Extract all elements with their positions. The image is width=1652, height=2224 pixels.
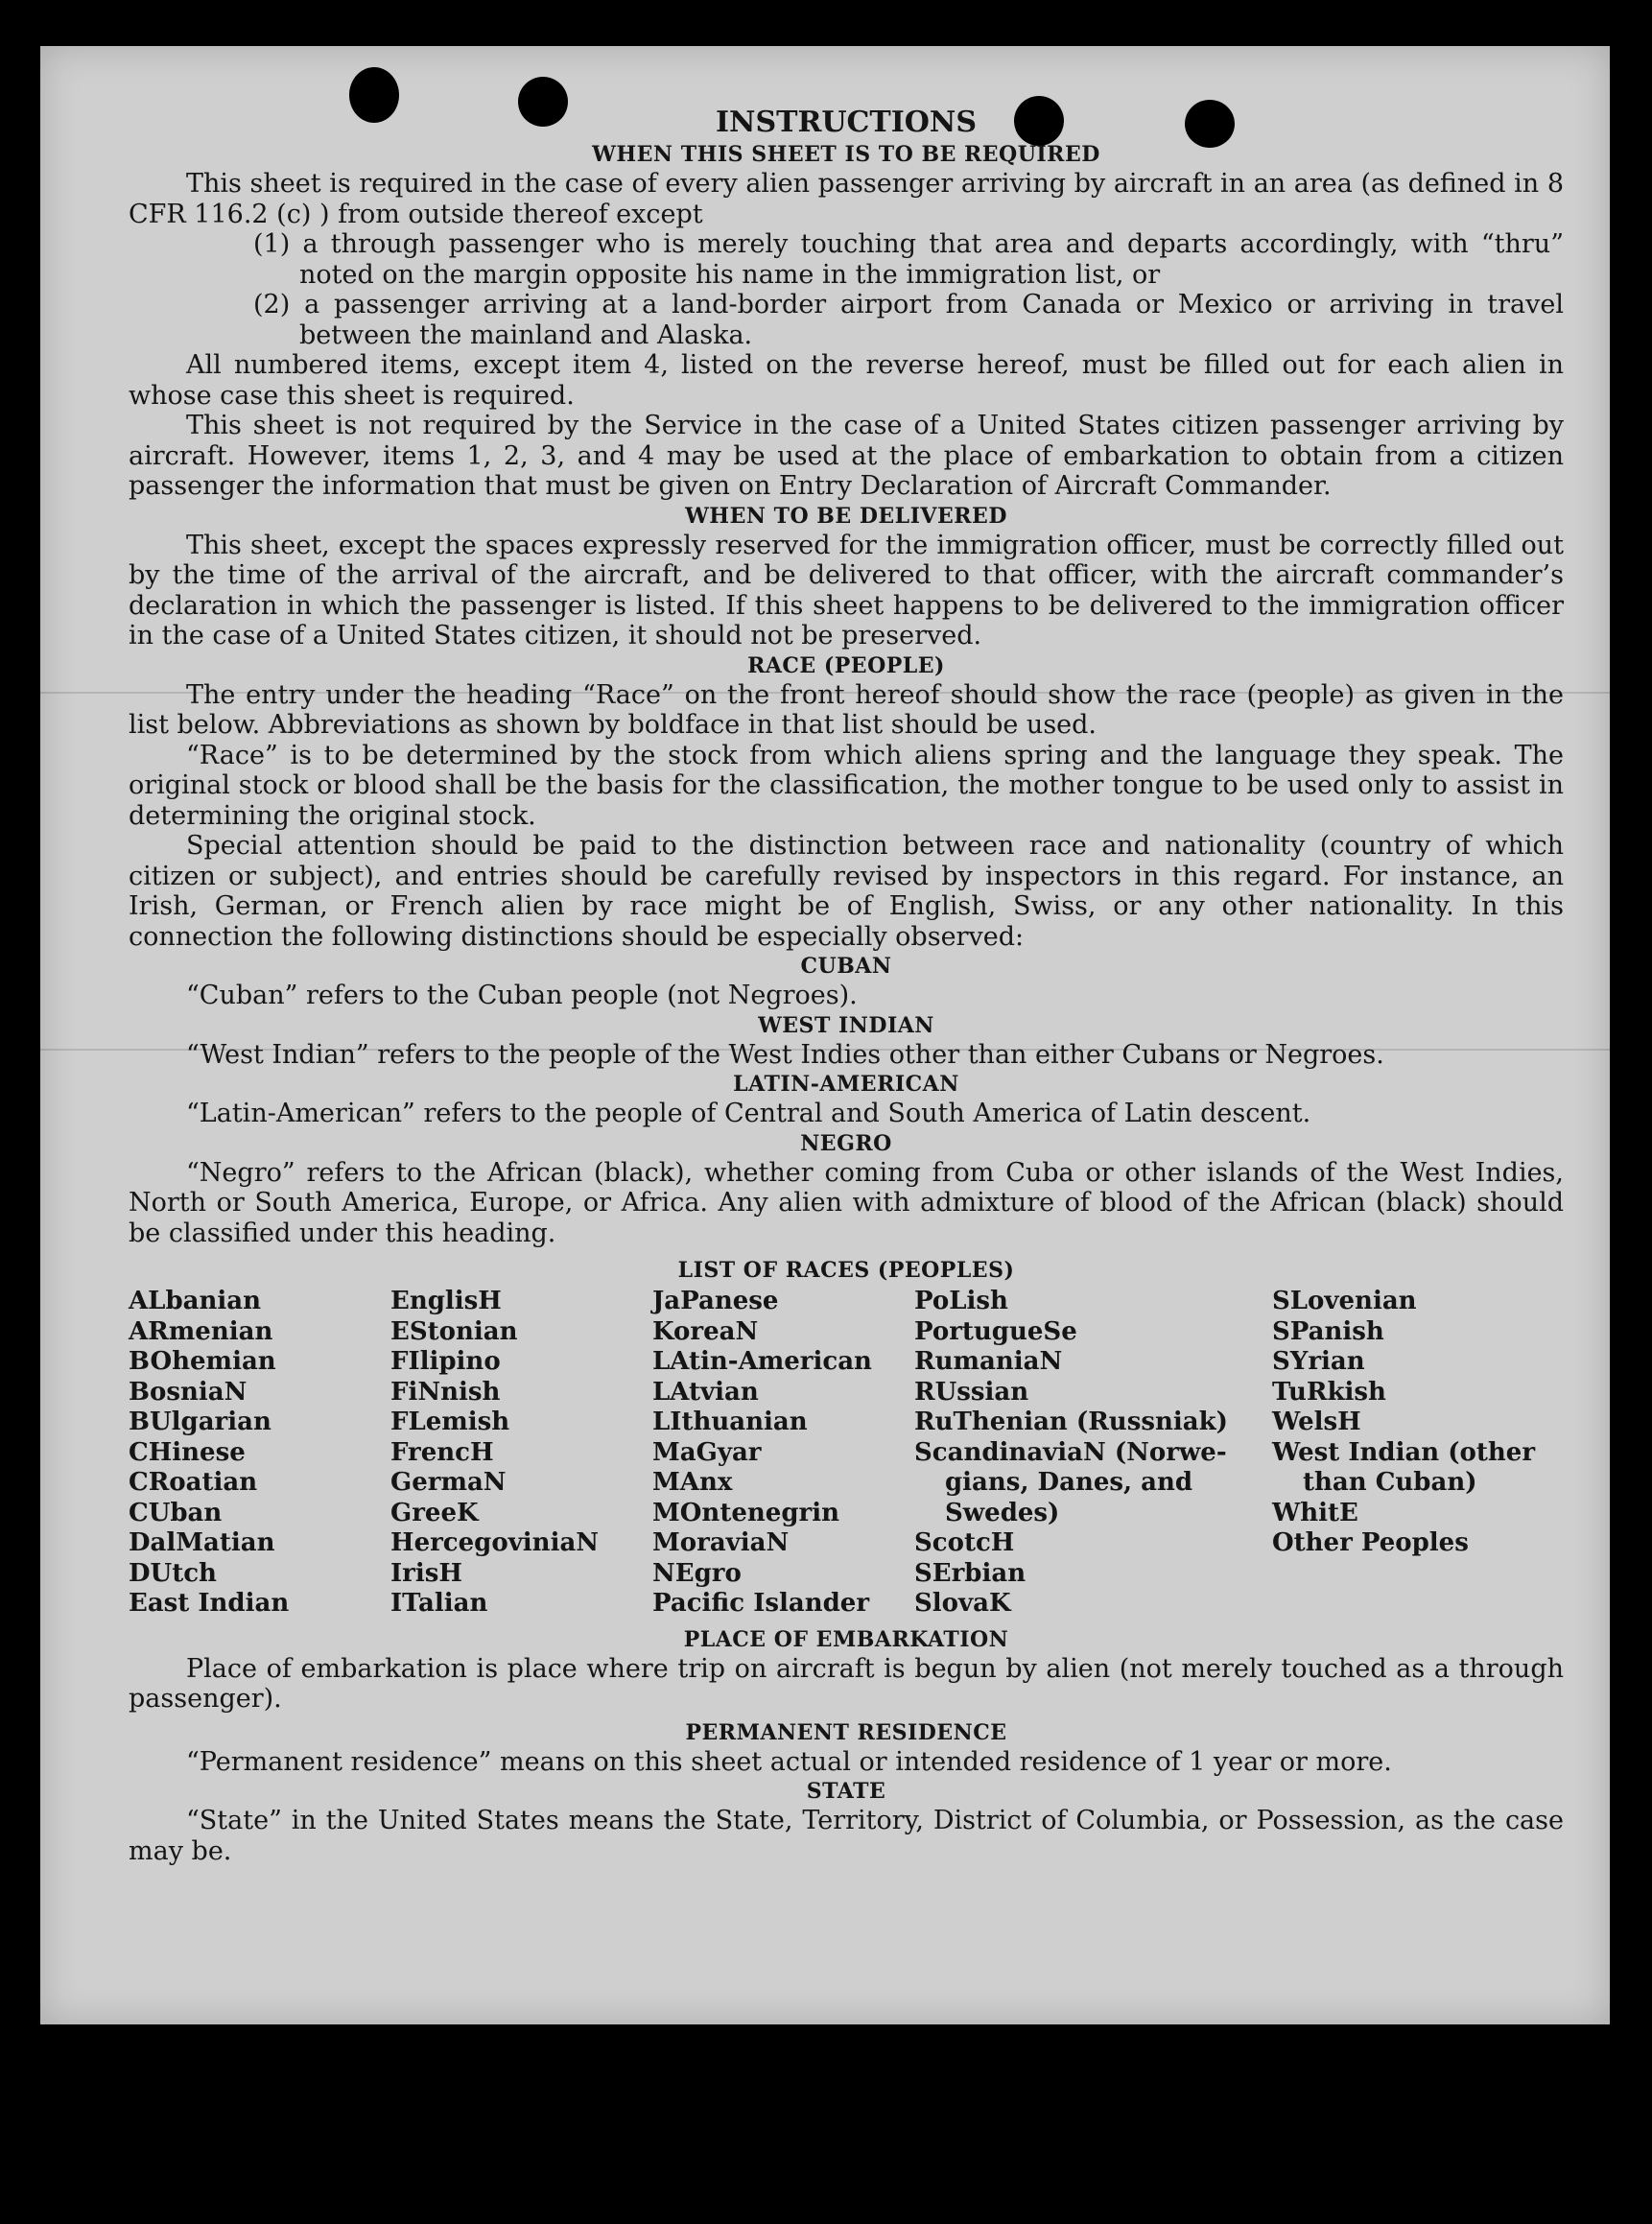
race-item: ARmenian	[129, 1316, 273, 1346]
race-item: ALbanian	[129, 1287, 262, 1315]
race-item: BUlgarian	[129, 1408, 271, 1436]
heading-latin-american: LATIN-AMERICAN	[733, 1072, 959, 1097]
race-item: NEgro	[652, 1558, 742, 1588]
heading-embarkation: PLACE OF EMBARKATION	[683, 1626, 1009, 1652]
heading-negro: NEGRO	[800, 1130, 892, 1156]
paragraph: The entry under the heading “Race” on the front hereof should show the race (people) as given in the list below. Abbreviations as shown by boldface in that list should be used.	[129, 679, 1564, 740]
heading-permanent-residence: PERMANENT RESIDENCE	[685, 1719, 1007, 1745]
race-item: CRoatian	[129, 1468, 258, 1497]
race-item: EStonian	[390, 1316, 518, 1346]
race-item: FrencH	[390, 1437, 494, 1467]
race-item: Other Peoples	[1272, 1528, 1469, 1557]
race-item: SLovenian	[1272, 1287, 1417, 1315]
race-item: LAtvian	[652, 1377, 759, 1407]
heading-west-indian: WEST INDIAN	[758, 1012, 934, 1038]
document-sheet	[40, 46, 1610, 2024]
race-item: than Cuban)	[1303, 1468, 1477, 1497]
race-item: WhitE	[1272, 1498, 1358, 1527]
race-item: FiNnish	[390, 1377, 501, 1407]
race-item: Swedes)	[945, 1498, 1060, 1527]
race-item: SYrian	[1272, 1347, 1365, 1376]
race-item: BosniaN	[129, 1377, 248, 1407]
race-item: JaPanese	[652, 1287, 779, 1315]
race-item: ScotcH	[914, 1528, 1015, 1557]
race-item: RUssian	[914, 1377, 1029, 1407]
races-column	[129, 1287, 390, 1620]
race-item: Pacific Islander	[652, 1589, 870, 1618]
race-item: West Indian (other	[1272, 1437, 1536, 1467]
races-column	[652, 1287, 914, 1620]
paragraph: All numbered items, except item 4, listed on the reverse hereof, must be filled out for each alien in whose case this sheet is required.	[129, 350, 1564, 411]
race-item: DUtch	[129, 1558, 217, 1588]
race-item: gians, Danes, and	[945, 1468, 1193, 1497]
race-item: PoLish	[914, 1287, 1008, 1315]
race-item: MAnx	[652, 1468, 733, 1497]
instructions-content	[129, 106, 1564, 1866]
race-item: SErbian	[914, 1558, 1027, 1588]
race-item: SlovaK	[914, 1589, 1011, 1618]
race-item: ScandinaviaN (Norwe-	[914, 1437, 1227, 1467]
paragraph: “Cuban” refers to the Cuban people (not Negroes).	[186, 981, 858, 1010]
race-item: LIthuanian	[652, 1408, 808, 1436]
races-column	[1272, 1287, 1564, 1620]
race-item: IrisH	[390, 1558, 462, 1588]
paragraph: Special attention should be paid to the distinction between race and nationality (country of which citizen or subject), and entries should be carefully revised by inspectors in this regard. For instance, an Irish, German, or French alien by race might be of English, Swiss, or any other nationality. In this connection the following distinctions should be especially observed:	[129, 831, 1564, 952]
race-item: SPanish	[1272, 1316, 1384, 1346]
heading-race: RACE (PEOPLE)	[747, 652, 945, 678]
race-item: MaGyar	[652, 1437, 762, 1467]
paragraph: This sheet is required in the case of every alien passenger arriving by aircraft in an area (as defined in 8 CFR 116.2 (c) ) from outside thereof except	[129, 169, 1564, 229]
race-item: EnglisH	[390, 1287, 502, 1315]
race-item: RuThenian (Russniak)	[914, 1408, 1228, 1436]
race-item: TuRkish	[1272, 1377, 1386, 1407]
race-item: KoreaN	[652, 1316, 759, 1346]
race-item: PortugueSe	[914, 1316, 1077, 1346]
race-item: WelsH	[1272, 1408, 1361, 1436]
paragraph: Place of embarkation is place where trip on aircraft is begun by alien (not merely touched as a through passenger).	[129, 1653, 1564, 1714]
paragraph: “Permanent residence” means on this sheet actual or intended residence of 1 year or more.	[186, 1746, 1392, 1777]
paragraph: This sheet, except the spaces expressly reserved for the immigration officer, must be correctly filled out by the time of the arrival of the aircraft, and be delivered to that officer, with the aircraft commander’s declaration in which the passenger is listed. If this sheet happens to be delivered to the immigration officer in the case of a United States citizen, it should not be preserved.	[129, 530, 1564, 651]
paragraph: This sheet is not required by the Service in the case of a United States citizen passenger arriving by aircraft. However, items 1, 2, 3, and 4 may be used at the place of embarkation to obtain from a citizen passenger the information that must be given on Entry Declaration of Aircraft Commander.	[129, 411, 1564, 501]
race-item: ITalian	[390, 1589, 488, 1618]
list-item: (1) a through passenger who is merely touching that area and departs accordingly, with “thru” noted on the margin opposite his name in the immigration list, or	[253, 229, 1564, 290]
race-item: East Indian	[129, 1589, 290, 1618]
race-item: FLemish	[390, 1408, 510, 1436]
races-column	[914, 1287, 1272, 1620]
heading-when-delivered: WHEN TO BE DELIVERED	[685, 503, 1007, 529]
race-item: MOntenegrin	[652, 1498, 839, 1527]
heading-when-required: WHEN THIS SHEET IS TO BE REQUIRED	[592, 142, 1100, 167]
race-item: GermaN	[390, 1468, 507, 1497]
paragraph: “State” in the United States means the State, Territory, District of Columbia, or Possession, as the case may be.	[129, 1806, 1564, 1866]
race-item: MoraviaN	[652, 1528, 790, 1557]
race-item: LAtin-American	[652, 1347, 872, 1376]
race-item: CHinese	[129, 1437, 246, 1467]
paragraph: “Latin-American” refers to the people of Central and South America of Latin descent.	[186, 1099, 1311, 1128]
heading-state: STATE	[806, 1779, 886, 1804]
races-list	[129, 1287, 1564, 1620]
page-title: INSTRUCTIONS	[716, 106, 977, 139]
races-column	[390, 1287, 652, 1620]
race-item: GreeK	[390, 1498, 479, 1527]
heading-cuban: CUBAN	[800, 954, 892, 979]
paragraph: “Negro” refers to the African (black), whether coming from Cuba or other islands of the West Indies, North or South America, Europe, or Africa. Any alien with admixture of blood of the African (black) should be classified under this heading.	[129, 1157, 1564, 1248]
race-item: CUban	[129, 1498, 223, 1527]
paragraph: “West Indian” refers to the people of the West Indies other than either Cubans or Negroes.	[186, 1039, 1384, 1070]
race-item: BOhemian	[129, 1347, 276, 1376]
heading-list-of-races: LIST OF RACES (PEOPLES)	[677, 1258, 1015, 1283]
race-item: FIlipino	[390, 1347, 501, 1376]
race-item: RumaniaN	[914, 1347, 1063, 1376]
race-item: HercegoviniaN	[390, 1528, 600, 1557]
list-item: (2) a passenger arriving at a land-border airport from Canada or Mexico or arriving in travel between the mainland and Alaska.	[253, 290, 1564, 350]
paragraph: “Race” is to be determined by the stock from which aliens spring and the language they speak. The original stock or blood shall be the basis for the classification, the mother tongue to be used only to assist in determining the original stock.	[129, 740, 1564, 831]
race-item: DalMatian	[129, 1528, 275, 1557]
